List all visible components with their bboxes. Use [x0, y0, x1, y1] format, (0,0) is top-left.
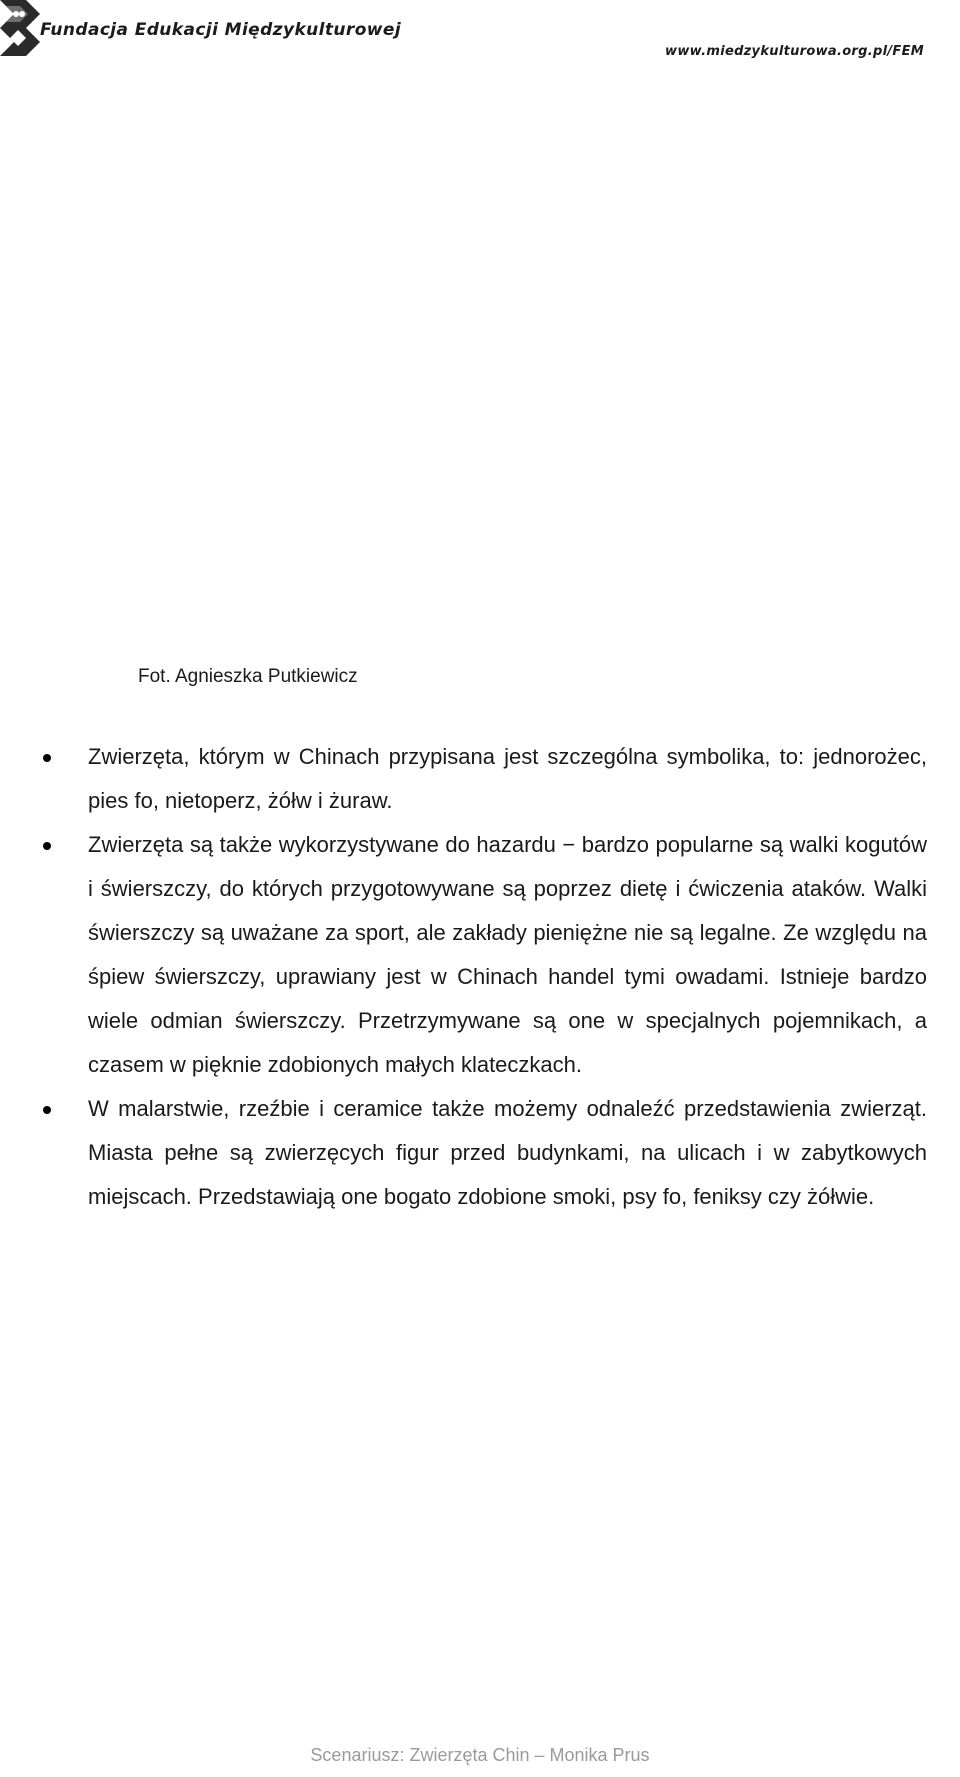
bullet-icon [43, 1106, 51, 1114]
bullet-icon [43, 842, 51, 850]
page-footer: Scenariusz: Zwierzęta Chin – Monika Prus [310, 1745, 650, 1765]
list-item-text: Zwierzęta są także wykorzystywane do hazardu − bardzo popularne są walki kogutów i świerszczy, do których przygotowywane są poprzez dietę i ćwiczenia ataków. Walki świerszczy są uważane za sport, ale zakłady pieniężne nie są legalne. Ze względu na śpiew świerszczy, uprawiany jest w Chinach handel tymi owadami. Istnieje bardzo wiele odmian świerszczy. Przetrzymywane są one w specjalnych pojemnikach, a czasem w pięknie zdobionych małych klateczkach. [88, 832, 927, 1077]
photo-caption: Fot. Agnieszka Putkiewicz [138, 666, 358, 687]
bullet-list [88, 735, 927, 1219]
list-item [88, 1087, 927, 1219]
main-content [88, 735, 927, 1219]
list-item [88, 735, 927, 823]
list-item [88, 823, 927, 1087]
list-item-text: W malarstwie, rzeźbie i ceramice także możemy odnaleźć przedstawienia zwierząt. Miasta pełne są zwierzęcych figur przed budynkami, na ulicach i w zabytkowych miejscach. Przedstawiają one bogato zdobione smoki, psy fo, feniksy czy żółwie. [88, 1096, 927, 1209]
bullet-icon [43, 754, 51, 762]
page-header [0, 0, 960, 70]
org-name: Fundacja Edukacji Międzykulturowej [40, 20, 402, 40]
list-item-text: Zwierzęta, którym w Chinach przypisana jest szczególna symbolika, to: jednorożec, pies fo, nietoperz, żółw i żuraw. [88, 744, 927, 813]
org-url[interactable]: www.miedzykulturowa.org.pl/FEM [665, 44, 924, 59]
